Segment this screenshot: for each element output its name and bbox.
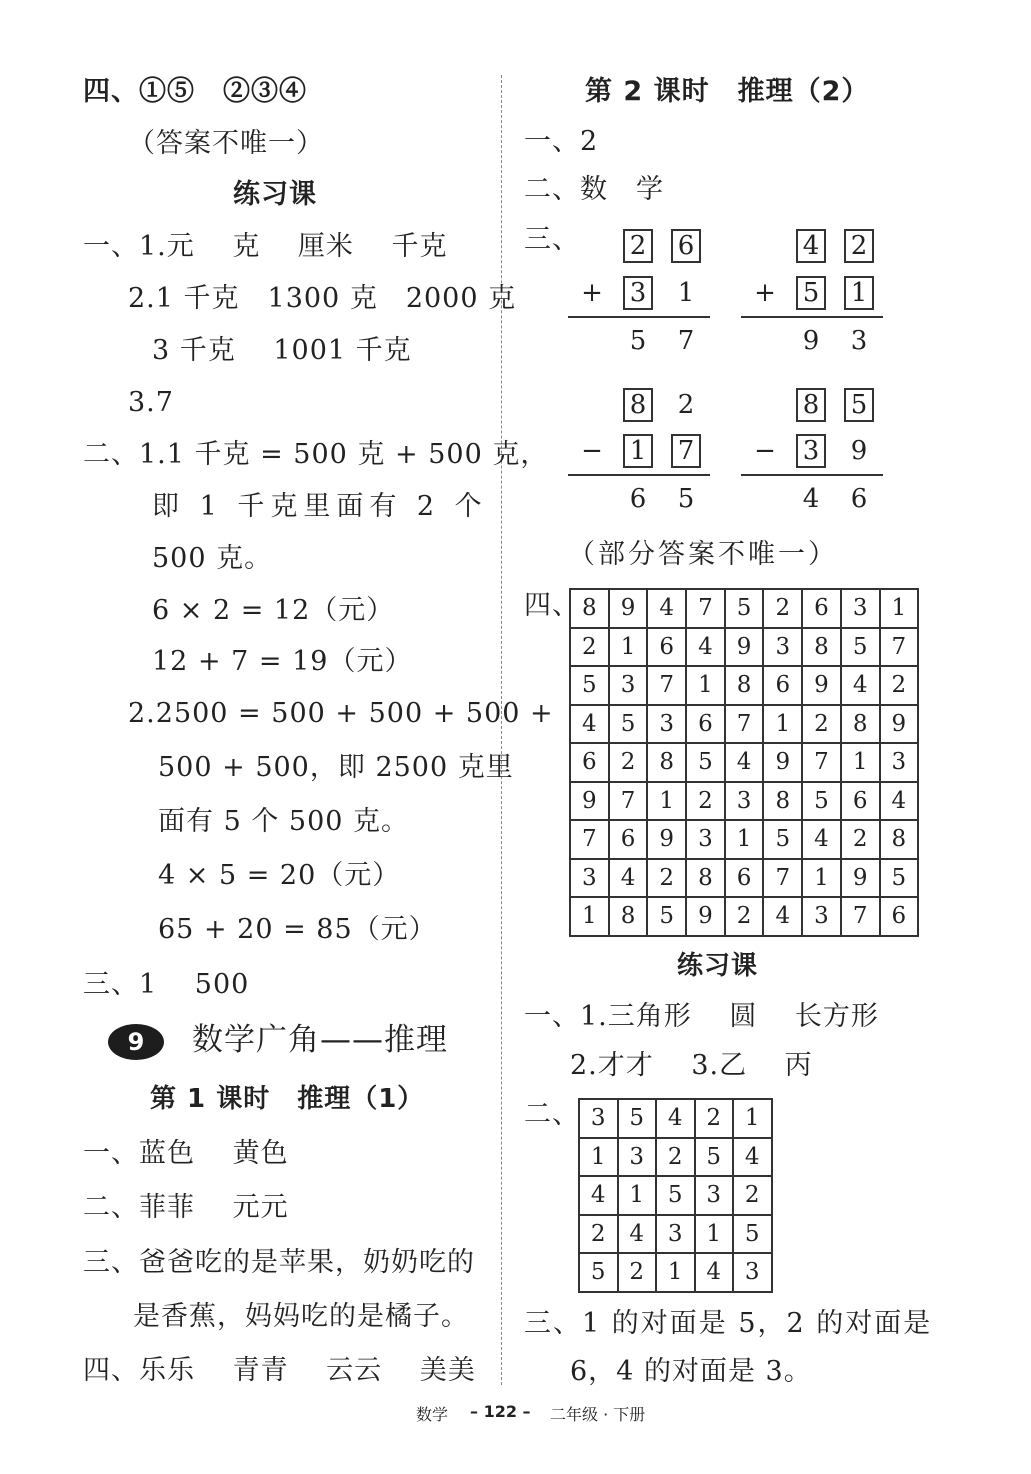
grid-cell: 3 bbox=[841, 589, 880, 628]
grid-cell: 2 bbox=[763, 589, 802, 628]
grid-row bbox=[579, 1138, 772, 1177]
grid-cell: 8 bbox=[647, 743, 686, 782]
practice-2-2b: 500 + 500，即 2500 克里 bbox=[158, 752, 514, 783]
arith-box: 5 bbox=[796, 276, 826, 310]
grid-cell: 7 bbox=[609, 782, 648, 821]
grid-cell: 9 bbox=[686, 897, 725, 936]
lesson2-q4-label: 四、 bbox=[524, 590, 580, 621]
grid-cell: 8 bbox=[763, 782, 802, 821]
arith-box: 5 bbox=[844, 388, 874, 422]
grid-cell: 5 bbox=[570, 666, 609, 705]
grid-cell: 6 bbox=[880, 897, 919, 936]
practice-2-2e: 65 + 20 = 85（元） bbox=[158, 914, 437, 945]
grid-cell: 5 bbox=[763, 820, 802, 859]
grid-row bbox=[570, 743, 918, 782]
lesson2-q3-label: 三、 bbox=[524, 224, 580, 255]
arith-box: 3 bbox=[623, 276, 653, 310]
grid-cell: 7 bbox=[841, 897, 880, 936]
practice-1-2a: 2.1 千克 1300 克 2000 克 bbox=[128, 283, 517, 314]
grid-cell: 1 bbox=[725, 820, 764, 859]
footer-grade: 二年级 · 下册 bbox=[550, 1405, 646, 1424]
arith-digit: 4 bbox=[802, 484, 820, 514]
difference-line bbox=[568, 474, 710, 476]
grid-cell: 6 bbox=[609, 820, 648, 859]
grid-cell: 2 bbox=[841, 820, 880, 859]
grid-cell: 4 bbox=[880, 782, 919, 821]
grid-cell: 5 bbox=[880, 859, 919, 898]
arith-digit: 9 bbox=[850, 436, 868, 466]
grid-cell: 7 bbox=[686, 589, 725, 628]
grid-cell: 5 bbox=[733, 1215, 772, 1254]
lesson1-q2: 二、菲菲 元元 bbox=[83, 1192, 289, 1223]
arith-digit: 6 bbox=[629, 484, 647, 514]
grid-row bbox=[570, 782, 918, 821]
grid-cell: 5 bbox=[695, 1138, 734, 1177]
grid-cell: 2 bbox=[647, 859, 686, 898]
grid-cell: 2 bbox=[570, 628, 609, 667]
grid-cell: 9 bbox=[725, 628, 764, 667]
arith-digit: 5 bbox=[629, 326, 647, 356]
grid-cell: 5 bbox=[609, 705, 648, 744]
practice-2-2c: 面有 5 个 500 克。 bbox=[158, 806, 410, 837]
arith-box: 4 bbox=[796, 229, 826, 263]
grid-row bbox=[570, 705, 918, 744]
grid-cell: 1 bbox=[647, 782, 686, 821]
grid-cell: 6 bbox=[647, 628, 686, 667]
grid-cell: 9 bbox=[841, 859, 880, 898]
grid-cell: 3 bbox=[695, 1176, 734, 1215]
grid-cell: 8 bbox=[609, 897, 648, 936]
grid-cell: 7 bbox=[763, 859, 802, 898]
arith-box: 8 bbox=[623, 388, 653, 422]
grid-cell: 7 bbox=[880, 628, 919, 667]
grid-cell: 4 bbox=[647, 589, 686, 628]
grid-cell: 1 bbox=[618, 1176, 657, 1215]
grid-cell: 8 bbox=[570, 589, 609, 628]
lesson1-q1: 一、蓝色 黄色 bbox=[83, 1138, 289, 1169]
grid-cell: 2 bbox=[686, 782, 725, 821]
grid-cell: 8 bbox=[880, 820, 919, 859]
grid-cell: 1 bbox=[579, 1138, 618, 1177]
grid-cell: 2 bbox=[725, 897, 764, 936]
lesson1-q3b: 是香蕉，妈妈吃的是橘子。 bbox=[133, 1301, 469, 1332]
practice-title: 练习课 bbox=[233, 179, 317, 210]
arith-box: 7 bbox=[671, 434, 701, 468]
unit-badge: 9 bbox=[108, 1024, 164, 1060]
sum-line bbox=[568, 316, 710, 318]
grid-cell: 2 bbox=[880, 666, 919, 705]
grid-cell: 6 bbox=[763, 666, 802, 705]
grid-cell: 5 bbox=[618, 1099, 657, 1138]
grid-cell: 5 bbox=[656, 1176, 695, 1215]
arith-box: 3 bbox=[796, 434, 826, 468]
grid-cell: 1 bbox=[695, 1215, 734, 1254]
column-divider bbox=[501, 75, 502, 1385]
arith-box: 2 bbox=[844, 229, 874, 263]
q4-header: 四、①⑤ ②③④ bbox=[83, 76, 307, 107]
grid-cell: 8 bbox=[725, 666, 764, 705]
grid-cell: 7 bbox=[570, 820, 609, 859]
grid-cell: 6 bbox=[841, 782, 880, 821]
grid-cell: 4 bbox=[609, 859, 648, 898]
grid-cell: 9 bbox=[880, 705, 919, 744]
practice-1-1: 一、1.元 克 厘米 千克 bbox=[83, 231, 448, 262]
grid-cell: 2 bbox=[618, 1253, 657, 1292]
grid-cell: 8 bbox=[841, 705, 880, 744]
practice-2-2a: 2.2500 = 500 + 500 + 500 + bbox=[128, 698, 554, 729]
grid-cell: 2 bbox=[802, 705, 841, 744]
grid-cell: 9 bbox=[802, 666, 841, 705]
arith-box: 8 bbox=[796, 388, 826, 422]
grid-cell: 3 bbox=[733, 1253, 772, 1292]
practice-3: 三、1 500 bbox=[83, 969, 250, 1000]
grid-cell: 3 bbox=[656, 1215, 695, 1254]
grid-cell: 4 bbox=[802, 820, 841, 859]
grid-cell: 3 bbox=[880, 743, 919, 782]
practice2-q1-2: 2.才才 3.乙 丙 bbox=[570, 1050, 813, 1081]
grid-cell: 3 bbox=[802, 897, 841, 936]
grid-cell: 3 bbox=[763, 628, 802, 667]
practice2-q3a: 三、1 的对面是 5，2 的对面是 bbox=[524, 1308, 933, 1339]
grid-row bbox=[570, 628, 918, 667]
practice-2-1c: 500 克。 bbox=[152, 543, 273, 574]
practice2-q2-label: 二、 bbox=[524, 1099, 580, 1130]
grid-cell: 4 bbox=[570, 705, 609, 744]
grid-row bbox=[579, 1176, 772, 1215]
grid-cell: 2 bbox=[656, 1138, 695, 1177]
grid-cell: 1 bbox=[609, 628, 648, 667]
plus-sign: + bbox=[754, 278, 776, 308]
arith-digit: 9 bbox=[802, 326, 820, 356]
grid-cell: 3 bbox=[618, 1138, 657, 1177]
grid-cell: 3 bbox=[570, 859, 609, 898]
lesson1-title: 第 1 课时 推理（1） bbox=[150, 1084, 425, 1114]
grid-cell: 5 bbox=[802, 782, 841, 821]
practice-1-3: 3.7 bbox=[128, 387, 174, 418]
plus-sign: + bbox=[581, 278, 603, 308]
grid-cell: 3 bbox=[579, 1099, 618, 1138]
grid-cell: 1 bbox=[841, 743, 880, 782]
grid-cell: 9 bbox=[570, 782, 609, 821]
lesson1-q3a: 三、爸爸吃的是苹果，奶奶吃的 bbox=[83, 1247, 475, 1278]
lesson2-q2: 二、数 学 bbox=[524, 174, 664, 205]
grid-cell: 4 bbox=[579, 1176, 618, 1215]
practice-2-1e: 12 + 7 = 19（元） bbox=[152, 646, 413, 677]
grid-cell: 2 bbox=[695, 1099, 734, 1138]
practice-1-2b: 3 千克 1001 千克 bbox=[152, 335, 412, 366]
grid-row bbox=[579, 1099, 772, 1138]
grid-cell: 9 bbox=[609, 589, 648, 628]
sudoku-9x9-grid bbox=[569, 588, 919, 937]
unit-title: 数学广角——推理 bbox=[192, 1022, 448, 1058]
grid-cell: 4 bbox=[618, 1215, 657, 1254]
arith-box: 1 bbox=[844, 276, 874, 310]
grid-cell: 7 bbox=[725, 705, 764, 744]
grid-cell: 1 bbox=[880, 589, 919, 628]
grid-cell: 3 bbox=[647, 705, 686, 744]
footer-page-number: – 122 – bbox=[470, 1402, 531, 1421]
minus-sign: − bbox=[581, 436, 603, 466]
arith-digit: 1 bbox=[677, 278, 695, 308]
practice-2-1a: 二、1.1 千克 = 500 克 + 500 克， bbox=[83, 439, 549, 470]
lesson2-q1: 一、2 bbox=[524, 126, 599, 157]
latin-5x5-grid bbox=[578, 1098, 773, 1293]
grid-cell: 8 bbox=[802, 628, 841, 667]
grid-row bbox=[579, 1253, 772, 1292]
difference-line bbox=[741, 474, 883, 476]
grid-row bbox=[570, 859, 918, 898]
grid-cell: 9 bbox=[763, 743, 802, 782]
grid-cell: 4 bbox=[695, 1253, 734, 1292]
practice-2-2d: 4 × 5 = 20（元） bbox=[158, 860, 401, 891]
grid-cell: 7 bbox=[647, 666, 686, 705]
practice2-q3b: 6，4 的对面是 3。 bbox=[570, 1356, 812, 1387]
grid-cell: 6 bbox=[686, 705, 725, 744]
grid-row bbox=[570, 897, 918, 936]
grid-cell: 3 bbox=[609, 666, 648, 705]
grid-cell: 2 bbox=[609, 743, 648, 782]
grid-cell: 1 bbox=[656, 1253, 695, 1292]
grid-cell: 5 bbox=[841, 628, 880, 667]
arith-box: 6 bbox=[671, 229, 701, 263]
lesson2-q3-note: （部分答案不唯一） bbox=[568, 539, 838, 570]
grid-cell: 7 bbox=[802, 743, 841, 782]
grid-cell: 6 bbox=[570, 743, 609, 782]
grid-cell: 4 bbox=[763, 897, 802, 936]
grid-cell: 9 bbox=[647, 820, 686, 859]
practice-2-1b: 即 1 千克里面有 2 个 bbox=[152, 491, 488, 522]
practice-2-1d: 6 × 2 = 12（元） bbox=[152, 595, 395, 626]
lesson2-title: 第 2 课时 推理（2） bbox=[585, 76, 870, 107]
arith-digit: 5 bbox=[677, 484, 695, 514]
grid-cell: 3 bbox=[725, 782, 764, 821]
lesson1-q4: 四、乐乐 青青 云云 美美 bbox=[83, 1355, 476, 1386]
minus-sign: − bbox=[754, 436, 776, 466]
grid-cell: 2 bbox=[579, 1215, 618, 1254]
grid-cell: 8 bbox=[686, 859, 725, 898]
arith-digit: 3 bbox=[850, 326, 868, 356]
grid-cell: 4 bbox=[686, 628, 725, 667]
practice2-q1-1: 一、1.三角形 圆 长方形 bbox=[524, 1001, 879, 1032]
grid-cell: 6 bbox=[802, 589, 841, 628]
arith-box: 2 bbox=[623, 229, 653, 263]
footer-subject: 数学 bbox=[416, 1405, 449, 1424]
q4-note: （答案不唯一） bbox=[128, 128, 324, 159]
grid-row bbox=[570, 820, 918, 859]
grid-cell: 1 bbox=[763, 705, 802, 744]
grid-cell: 4 bbox=[656, 1099, 695, 1138]
grid-cell: 6 bbox=[725, 859, 764, 898]
grid-cell: 1 bbox=[570, 897, 609, 936]
arith-digit: 6 bbox=[850, 484, 868, 514]
grid-cell: 2 bbox=[733, 1176, 772, 1215]
grid-row bbox=[570, 666, 918, 705]
sum-line bbox=[741, 316, 883, 318]
arith-box: 1 bbox=[623, 434, 653, 468]
practice2-title: 练习课 bbox=[677, 951, 759, 981]
grid-cell: 4 bbox=[733, 1138, 772, 1177]
grid-cell: 1 bbox=[686, 666, 725, 705]
arith-digit: 7 bbox=[677, 326, 695, 356]
grid-cell: 4 bbox=[725, 743, 764, 782]
grid-cell: 5 bbox=[686, 743, 725, 782]
grid-cell: 4 bbox=[841, 666, 880, 705]
grid-row bbox=[579, 1215, 772, 1254]
grid-row bbox=[570, 589, 918, 628]
grid-cell: 5 bbox=[725, 589, 764, 628]
grid-cell: 5 bbox=[647, 897, 686, 936]
grid-cell: 1 bbox=[802, 859, 841, 898]
arith-digit: 2 bbox=[677, 390, 695, 420]
grid-cell: 5 bbox=[579, 1253, 618, 1292]
grid-cell: 1 bbox=[733, 1099, 772, 1138]
grid-cell: 3 bbox=[686, 820, 725, 859]
